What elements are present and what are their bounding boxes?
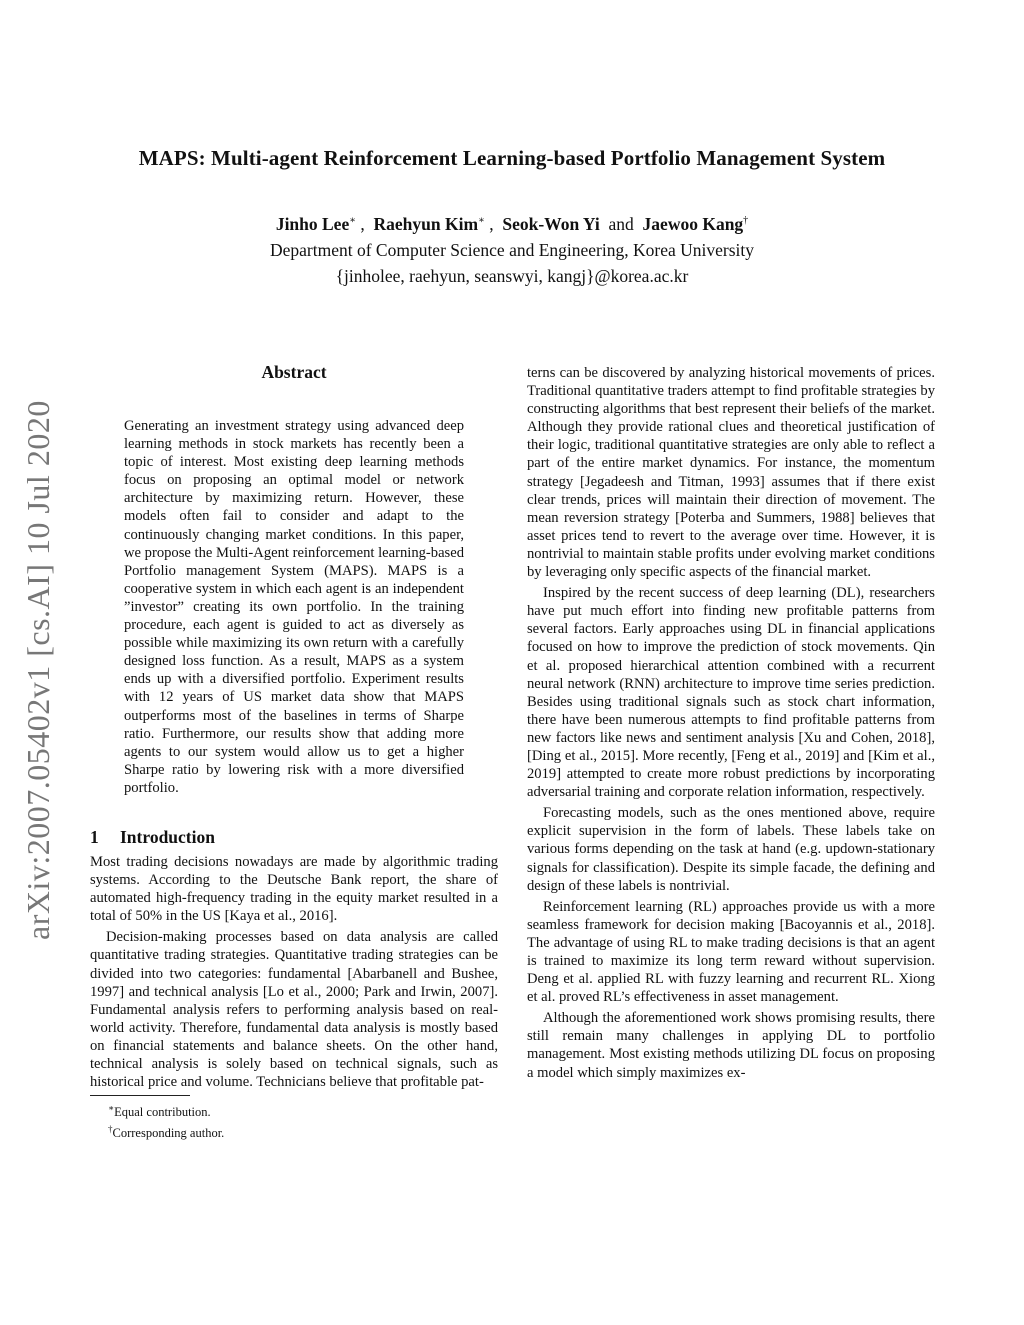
section-heading-introduction	[90, 827, 498, 848]
footnote	[90, 1100, 498, 1121]
body-paragraph: Forecasting models, such as the ones mentioned above, require explicit supervision in the form of labels. These labels take on various forms depending on the task at hand (e.g. updown-stationary signals for classification). Despite its simple facade, the defining and design of these labels is nontrivial.	[527, 805, 935, 894]
right-column	[527, 364, 935, 1082]
author-mark: ∗	[478, 215, 485, 227]
author-mark: ∗	[349, 215, 357, 227]
author-name: Seok-Won Yi	[502, 214, 600, 234]
footnote-text: Equal contribution.	[114, 1105, 211, 1120]
footnote-rule	[90, 1095, 190, 1096]
footnote	[90, 1121, 498, 1142]
section-number: 1	[90, 826, 99, 847]
author-list: Jinho Lee∗ , Raehyun Kim∗ , Seok-Won Yi and Jaewoo Kang†	[275, 214, 749, 234]
author-name: Jaewoo Kang	[642, 214, 744, 234]
author-name: Jinho Lee	[275, 214, 350, 234]
footnote-text: Corresponding author.	[112, 1126, 225, 1141]
left-column	[90, 362, 498, 1143]
footnote-mark: ∗	[108, 1103, 115, 1114]
body-paragraph: Most trading decisions nowadays are made by algorithmic trading systems. According to the Deutsche Bank report, the share of automated high-frequency trading in the equity market resulted in a total of 50% in the US [Kaya et al., 2016].	[90, 853, 498, 925]
affiliation: Department of Computer Science and Engineering, Korea University	[269, 240, 754, 260]
footnote-mark: †	[108, 1124, 113, 1135]
body-paragraph: Inspired by the recent success of deep learning (DL), researchers have put much effort into finding new profitable patterns from several factors. Early approaches using DL in financial applications focused on how to improve the prediction of stock movements. Qin et al. proposed hierarchical attention combined with a recurrent neural network (RNN) architecture to improve time series prediction. Besides using traditional signals such as stock chart information, there have been numerous attempts to find profitable patterns from new factors like news and sentiment analysis [Xu and Cohen, 2018], [Ding et al., 2015]. More recently, [Feng et al., 2019] and [Kim et al., 2019] attempted to create more robust predictions by incorporating adversarial training and corporate relation information, respectively.	[527, 585, 935, 801]
arxiv-stamp: arXiv:2007.05402v1 [cs.AI] 10 Jul 2020	[20, 400, 56, 940]
author-emails: {jinholee, raehyun, seanswyi, kangj}@korea.ac.kr	[335, 266, 689, 286]
body-paragraph: Decision-making processes based on data analysis are called quantitative trading strategies. Quantitative trading strategies can be divided into two categories: fundamental [Abarbanell and Bushee, 1997] and technical analysis [Lo et al., 2000; Park and Irwin, 2007]. Fundamental analysis refers to performing analysis based on real-world activity. Therefore, fundamental data analysis is mostly based on financial statements and balance sheets. On the other hand, technical analysis is solely based on technical signals, such as historical price and volume. Technicians believe that profitable pat-	[90, 929, 498, 1091]
abstract-heading: Abstract	[261, 362, 327, 382]
section-title: Introduction	[120, 826, 215, 847]
abstract-text: Generating an investment strategy using advanced deep learning methods in stock markets has recently been a topic of interest. Most existing deep learning methods focus on proposing an optimal model or network architecture by maximizing return. However, these models often fail to consider and adapt to the continuously changing market conditions. In this paper, we propose the Multi-Agent reinforcement learning-based Portfolio management System (MAPS). MAPS is a cooperative system in which each agent is an independent ”investor” creating its own portfolio. In the training procedure, each agent is guided to act as diversely as possible while maximizing its own return with a carefully designed loss function. As a result, MAPS as a system ends up with a diversified portfolio. Experiment results with 12 years of US market data show that MAPS outperforms most of the baselines in terms of Sharpe ratio. Furthermore, our results show that adding more agents to our system would allow us to get a higher Sharpe ratio by lowering risk with a more diversified portfolio.	[124, 418, 464, 796]
body-paragraph: terns can be discovered by analyzing historical movements of prices. Traditional quantitative traders attempt to find profitable strategies by constructing algorithms that best represent their beliefs of the market. Although they provide rational clues and theoretical justification of their logic, traditional quantitative strategies are only able to reflect a part of the entire market dynamics. For instance, the momentum strategy [Jegadeesh and Titman, 1993] assumes that if there exist clear trends, prices will maintain their direction of movement. The mean reversion strategy [Poterba and Summers, 1988] believes that asset prices tend to revert to the average over time. However, it is nontrivial to maintain stable profits under evolving market conditions by leveraging only specific aspects of the financial market.	[527, 365, 935, 581]
author-mark: †	[743, 215, 749, 227]
body-paragraph: Reinforcement learning (RL) approaches provide us with a more seamless framework for decision making [Bacoyannis et al., 2018]. The advantage of using RL to make trading decisions is that an agent is trained to maximize its long term reward without supervision. Deng et al. applied RL with fuzzy learning and recurrent RL. Xiong et al. proved RL’s effectiveness in asset management.	[527, 898, 935, 1006]
paper-title: MAPS: Multi-agent Reinforcement Learning-based Portfolio Management System	[138, 146, 886, 170]
author-conjunction: and	[608, 214, 634, 234]
author-name: Raehyun Kim	[373, 214, 479, 234]
body-paragraph: Although the aforementioned work shows promising results, there still remain many challenges in applying DL to portfolio management. Most existing methods utilizing DL focus on proposing a model which simply maximizes ex-	[527, 1010, 935, 1081]
